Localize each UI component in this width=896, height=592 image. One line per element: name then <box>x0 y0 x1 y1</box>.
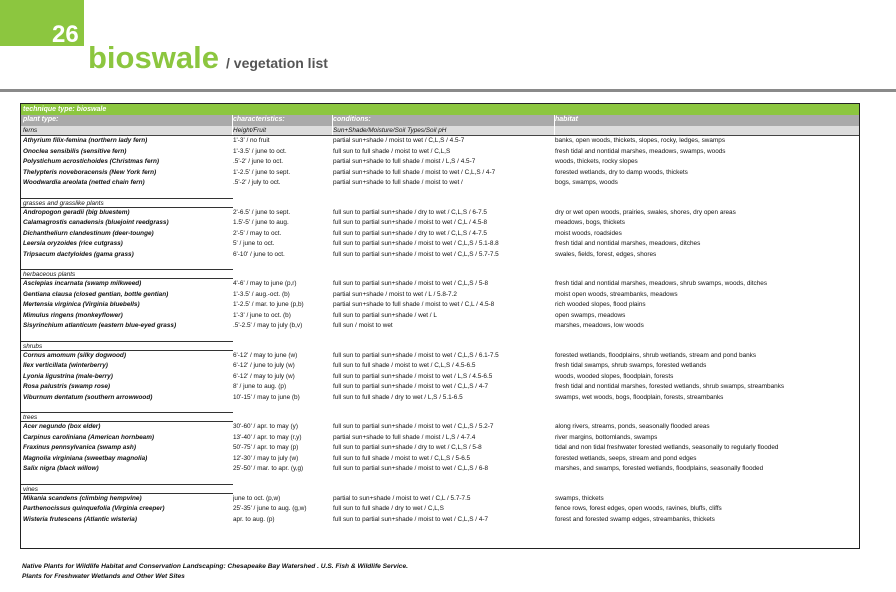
table-row <box>21 443 859 454</box>
table-row <box>21 157 859 168</box>
section-title: herbaceous plants <box>23 271 76 278</box>
plant-name-cell: Parthenocissus quinquefolia (Virginia creeper) <box>23 505 165 512</box>
conditions-cell: full sun to partial sun+shade / moist to wet / C,L,S / 4-7 <box>333 383 489 390</box>
table-row <box>21 279 859 290</box>
section-title-box <box>21 484 233 494</box>
conditions-cell: full sun to partial sun+shade / moist to wet / C,L / 4.5-8 <box>333 219 488 226</box>
table-row <box>21 239 859 250</box>
conditions-cell: full sun to partial sun+shade / moist to wet / C,L,S / 5.1-8.8 <box>333 240 499 247</box>
plant-name-cell: Acer negundo (box elder) <box>23 423 101 430</box>
page-subtitle: / vegetation list <box>226 55 328 71</box>
table-row <box>21 422 859 433</box>
page-number: 26 <box>52 21 79 48</box>
plant-name-cell: Mikania scandens (climbing hempvine) <box>23 494 142 502</box>
characteristics-cell: 2'-6.5' / june to sept. <box>233 208 291 216</box>
section-spacer <box>21 475 859 484</box>
subheader-height-fruit: Height/Fruit <box>233 126 267 134</box>
habitat-cell: meadows, bogs, thickets <box>555 219 625 226</box>
section-title-box <box>21 341 233 351</box>
conditions-cell: full sun to partial sun+shade / dry to wet / C,L,S / 4-7.5 <box>333 229 487 237</box>
table-row <box>21 321 859 332</box>
habitat-cell: open swamps, meadows <box>555 311 626 319</box>
section-title-box <box>21 269 233 279</box>
table-row <box>21 361 859 372</box>
characteristics-cell: 25'-35' / june to aug. (g,w) <box>233 505 307 512</box>
column-header-conditions: conditions: <box>333 116 371 123</box>
characteristics-cell: 1'-2.5' / june to sept. <box>233 168 291 176</box>
characteristics-cell: .5'-2' / july to oct. <box>233 179 281 186</box>
characteristics-cell: .5'-2.5' / may to july (b,v) <box>233 322 303 329</box>
plant-name-cell: Gentiana clausa (closed gentian, bottle gentian) <box>23 290 169 298</box>
section-title: grasses and grasslike plants <box>23 199 104 207</box>
table-row <box>21 454 859 465</box>
plant-name-cell: Mertensia virginica (Virginia bluebells) <box>23 301 140 308</box>
section-title-box <box>21 412 233 422</box>
plant-name-cell: Magnolia virginiana (sweetbay magnolia) <box>23 454 148 462</box>
section-title: shrubs <box>23 342 43 350</box>
table-row <box>21 229 859 240</box>
table-row <box>21 147 859 158</box>
conditions-cell: full sun to partial sun+shade / dry to wet / C,L,S / 5-8 <box>333 444 482 451</box>
table-row <box>21 208 859 219</box>
table-row <box>21 504 859 515</box>
characteristics-cell: 25'-50' / mar. to apr. (y,g) <box>233 465 304 472</box>
plant-name-cell: Polystichum acrostichoides (Christmas fern) <box>23 158 160 165</box>
plant-name-cell: Viburnum dentatum (southern arrowwood) <box>23 393 153 401</box>
conditions-cell: partial sun+shade to full shade / moist / L,S / 4-7.4 <box>333 433 476 441</box>
conditions-cell: full sun to partial sun+shade / moist to wet / C,L,S / 5.7-7.5 <box>333 250 499 258</box>
characteristics-cell: 6'-12' / may to july (w) <box>233 372 295 380</box>
table-row <box>21 250 859 261</box>
conditions-cell: full sun to partial sun+shade / moist to wet / C,L,S / 5-8 <box>333 280 489 287</box>
conditions-cell: full sun to full shade / moist to wet / C,L,S <box>333 147 451 155</box>
habitat-cell: woods, thickets, rocky slopes <box>555 158 638 165</box>
conditions-cell: full sun to partial sun+shade / wet / L <box>333 311 437 319</box>
characteristics-cell: 1'-2.5' / mar. to june (p,b) <box>233 301 304 308</box>
habitat-cell: bogs, swamps, woods <box>555 179 618 186</box>
conditions-cell: full sun to partial sun+shade / moist to wet / C,L,S / 5.2-7 <box>333 423 494 430</box>
plant-name-cell: Mimulus ringens (monkeyflower) <box>23 311 123 319</box>
conditions-cell: full sun to partial sun+shade / dry to wet / C,L,S / 6-7.5 <box>333 208 487 216</box>
habitat-cell: moist woods, roadsides <box>555 229 622 237</box>
habitat-cell: fence rows, forest edges, open woods, ravines, bluffs, cliffs <box>555 505 722 512</box>
characteristics-cell: 8' / june to aug. (p) <box>233 383 287 390</box>
table-row <box>21 178 859 189</box>
habitat-cell: fresh tidal and nontidal marshes, forested wetlands, shrub swamps, streambanks <box>555 383 785 390</box>
conditions-cell: full sun to full shade / moist to wet / C,L,S / 5-6.5 <box>333 454 471 462</box>
characteristics-cell: 1'-3' / june to oct. (b) <box>233 311 291 319</box>
characteristics-cell: june to oct. (p,w) <box>233 494 281 502</box>
table-row <box>21 464 859 475</box>
table-row <box>21 494 859 505</box>
characteristics-cell: .5'-2' / june to oct. <box>233 158 284 165</box>
characteristics-cell: 12'-30' / may to july (w) <box>233 454 299 462</box>
conditions-cell: full sun to partial sun+shade / moist to wet / C,L,S / 6.1-7.5 <box>333 351 499 359</box>
characteristics-cell: 30'-60' / apr. to may (y) <box>233 423 298 430</box>
plant-name-cell: Sisyrinchium atlanticum (eastern blue-eyed grass) <box>23 322 177 329</box>
characteristics-cell: 1.5'-5' / june to aug. <box>233 219 289 226</box>
characteristics-cell: 1'-3.5' / june to oct. <box>233 147 287 155</box>
table-body <box>21 136 859 525</box>
conditions-cell: partial sun+shade to full shade / moist to wet / <box>333 179 463 186</box>
characteristics-cell: 13'-40' / apr. to may (r,y) <box>233 433 302 441</box>
habitat-cell: tidal and non tidal freshwater forested wetlands, seasonally to regularly flooded <box>555 444 779 451</box>
source-citation: Native Plants for Wildlife Habitat and Conservation Landscaping: Chesapeake Bay Watershed . U.S. Fish & Wildlife Service. <box>22 563 408 570</box>
source-subtitle: Plants for Freshwater Wetlands and Other Wet Sites <box>22 573 185 580</box>
plant-name-cell: Fraxinus pennsylvanica (swamp ash) <box>23 444 136 451</box>
table-row <box>21 136 859 147</box>
conditions-cell: full sun / moist to wet <box>333 322 393 329</box>
table-row <box>21 218 859 229</box>
characteristics-cell: 2'-5' / may to oct. <box>233 229 282 237</box>
characteristics-cell: 6'-12' / may to june (w) <box>233 351 298 359</box>
table-row <box>21 351 859 362</box>
conditions-cell: full sun to partial sun+shade / moist to wet / C,L,S / 6-8 <box>333 465 489 472</box>
conditions-cell: full sun to full shade / dry to wet / L,S / 5.1-6.5 <box>333 393 463 401</box>
plant-name-cell: Onoclea sensibilis (sensitive fern) <box>23 147 127 155</box>
vegetation-table <box>20 103 860 549</box>
characteristics-cell: 6'-12' / june to july (w) <box>233 362 295 369</box>
plant-name-cell: Dichantheliurn clandestinum (deer-tounge) <box>23 229 154 237</box>
conditions-cell: full sun to partial sun+shade / moist to wet / L,S / 4.5-6.5 <box>333 372 493 380</box>
section-spacer <box>21 332 859 341</box>
table-row <box>21 290 859 301</box>
table-row <box>21 382 859 393</box>
table-row <box>21 515 859 526</box>
conditions-cell: partial sun+shade to full shade / moist to wet / C,L / 4.5-8 <box>333 301 495 308</box>
habitat-cell: marshes, and swamps, forested wetlands, floodplains, seasonally flooded <box>555 465 764 472</box>
plant-name-cell: Salix nigra (black willow) <box>23 465 99 472</box>
table-row <box>21 433 859 444</box>
habitat-cell: forested wetlands, dry to damp woods, thickets <box>555 168 688 176</box>
conditions-cell: full sun to partial sun+shade / moist to wet / C,L,S / 4-7 <box>333 515 489 523</box>
table-header-row <box>21 115 859 126</box>
characteristics-cell: 10'-15' / may to june (b) <box>233 393 300 401</box>
characteristics-cell: 5' / june to oct. <box>233 240 275 247</box>
conditions-cell: partial sun+shade / moist to wet / C,L,S / 4.5-7 <box>333 137 465 144</box>
plant-name-cell: Cornus amomum (silky dogwood) <box>23 351 126 359</box>
plant-name-cell: Woodwardia areolata (netted chain fern) <box>23 179 145 186</box>
table-subheader-row <box>21 126 859 137</box>
conditions-cell: partial sun+shade to full shade / moist to wet / C,L,S / 4-7 <box>333 168 496 176</box>
habitat-cell: fresh tidal and nontidal marshes, meadows, swamps, woods <box>555 147 726 155</box>
table-row <box>21 168 859 179</box>
section-title: vines <box>23 485 38 493</box>
characteristics-cell: 4'-6' / may to june (p,r) <box>233 280 297 287</box>
plant-name-cell: Athyrium filix-femina (northern lady fern) <box>23 137 148 144</box>
plant-name-cell: Leersia oryzoides (rice cutgrass) <box>23 240 123 247</box>
habitat-cell: forested wetlands, floodplains, shrub wetlands, stream and pond banks <box>555 351 757 359</box>
plant-name-cell: Andropogon geradii (big bluestem) <box>23 208 130 216</box>
habitat-cell: dry or wet open woods, prairies, swales, shores, dry open areas <box>555 208 736 216</box>
table-row <box>21 300 859 311</box>
plant-name-cell: Calamagrostis canadensis (bluejoint reedgrass) <box>23 219 169 226</box>
habitat-cell: swamps, wet woods, bogs, floodplain, forests, streambanks <box>555 393 724 401</box>
habitat-cell: forest and forested swamp edges, streambanks, thickets <box>555 515 715 523</box>
habitat-cell: marshes, meadows, low woods <box>555 322 644 329</box>
conditions-cell: partial sun+shade to full shade / moist / L,S / 4.5-7 <box>333 158 476 165</box>
habitat-cell: fresh tidal swamps, shrub swamps, forested wetlands <box>555 362 707 369</box>
plant-name-cell: Thelypteris noveboracensis (New York fern) <box>23 168 157 176</box>
plant-name-cell: Lyonia ligustrina (male-berry) <box>23 372 113 380</box>
column-header-characteristics: characteristics: <box>233 116 285 123</box>
conditions-cell: full sun to full shade / dry to wet / C,L,S <box>333 505 444 512</box>
habitat-cell: moist open woods, streambanks, meadows <box>555 290 678 298</box>
header-divider <box>0 89 896 92</box>
section-spacer <box>21 260 859 269</box>
habitat-cell: fresh tidal and nontidal marshes, meadows, shrub swamps, woods, ditches <box>555 280 768 287</box>
habitat-cell: swales, fields, forest, edges, shores <box>555 250 657 258</box>
plant-name-cell: Carpinus caroliniana (American hornbeam) <box>23 433 155 441</box>
plant-name-cell: Tripsacum dactyloides (gama grass) <box>23 250 134 258</box>
habitat-cell: woods, wooded slopes, floodplain, forests <box>555 372 674 380</box>
habitat-cell: swamps, thickets <box>555 494 604 502</box>
habitat-cell: river margins, bottomlands, swamps <box>555 433 658 441</box>
column-header-habitat: habitat <box>555 116 578 123</box>
plant-name-cell: Rosa palustris (swamp rose) <box>23 383 111 390</box>
habitat-cell: fresh tidal and nontidal marshes, meadows, ditches <box>555 240 701 247</box>
conditions-cell: partial sun+shade / moist to wet / L / 5.8-7.2 <box>333 290 457 298</box>
characteristics-cell: 1'-3' / no fruit <box>233 137 270 144</box>
conditions-cell: partial to sun+shade / moist to wet / C,L / 5.7-7.5 <box>333 494 471 502</box>
subheader-ferns: ferns <box>23 126 38 134</box>
table-row <box>21 393 859 404</box>
characteristics-cell: apr. to aug. (p) <box>233 515 275 523</box>
section-title-box <box>21 198 233 208</box>
habitat-cell: forested wetlands, seeps, stream and pond edges <box>555 454 697 462</box>
habitat-cell: banks, open woods, thickets, slopes, rocky, ledges, swamps <box>555 137 726 144</box>
characteristics-cell: 6'-10' / june to oct. <box>233 250 285 258</box>
characteristics-cell: 1'-3.5' / aug.-oct. (b) <box>233 290 290 298</box>
section-title: trees <box>23 414 38 421</box>
section-spacer <box>21 189 859 198</box>
page-title: bioswale <box>88 40 219 75</box>
plant-name-cell: Wisteria frutescens (Atlantic wisteria) <box>23 515 137 523</box>
section-spacer <box>21 403 859 412</box>
habitat-cell: rich wooded slopes, flood plains <box>555 301 646 308</box>
table-row <box>21 372 859 383</box>
column-header-plant-type: plant type: <box>23 116 59 123</box>
table-row <box>21 311 859 322</box>
plant-name-cell: Ilex verticillata (winterberry) <box>23 362 108 369</box>
plant-name-cell: Asclepias incarnata (swamp milkweed) <box>23 280 142 287</box>
habitat-cell: along rivers, streams, ponds, seasonally flooded areas <box>555 423 710 430</box>
technique-type-bar: technique type: bioswale <box>21 104 859 115</box>
characteristics-cell: 50'-75' / apr. to may (p) <box>233 444 299 451</box>
subheader-conditions-detail: Sun+Shade/Moisture/Soil Types/Soil pH <box>333 126 447 134</box>
conditions-cell: full sun to full shade / moist to wet / C,L,S / 4.5-6.5 <box>333 362 476 369</box>
